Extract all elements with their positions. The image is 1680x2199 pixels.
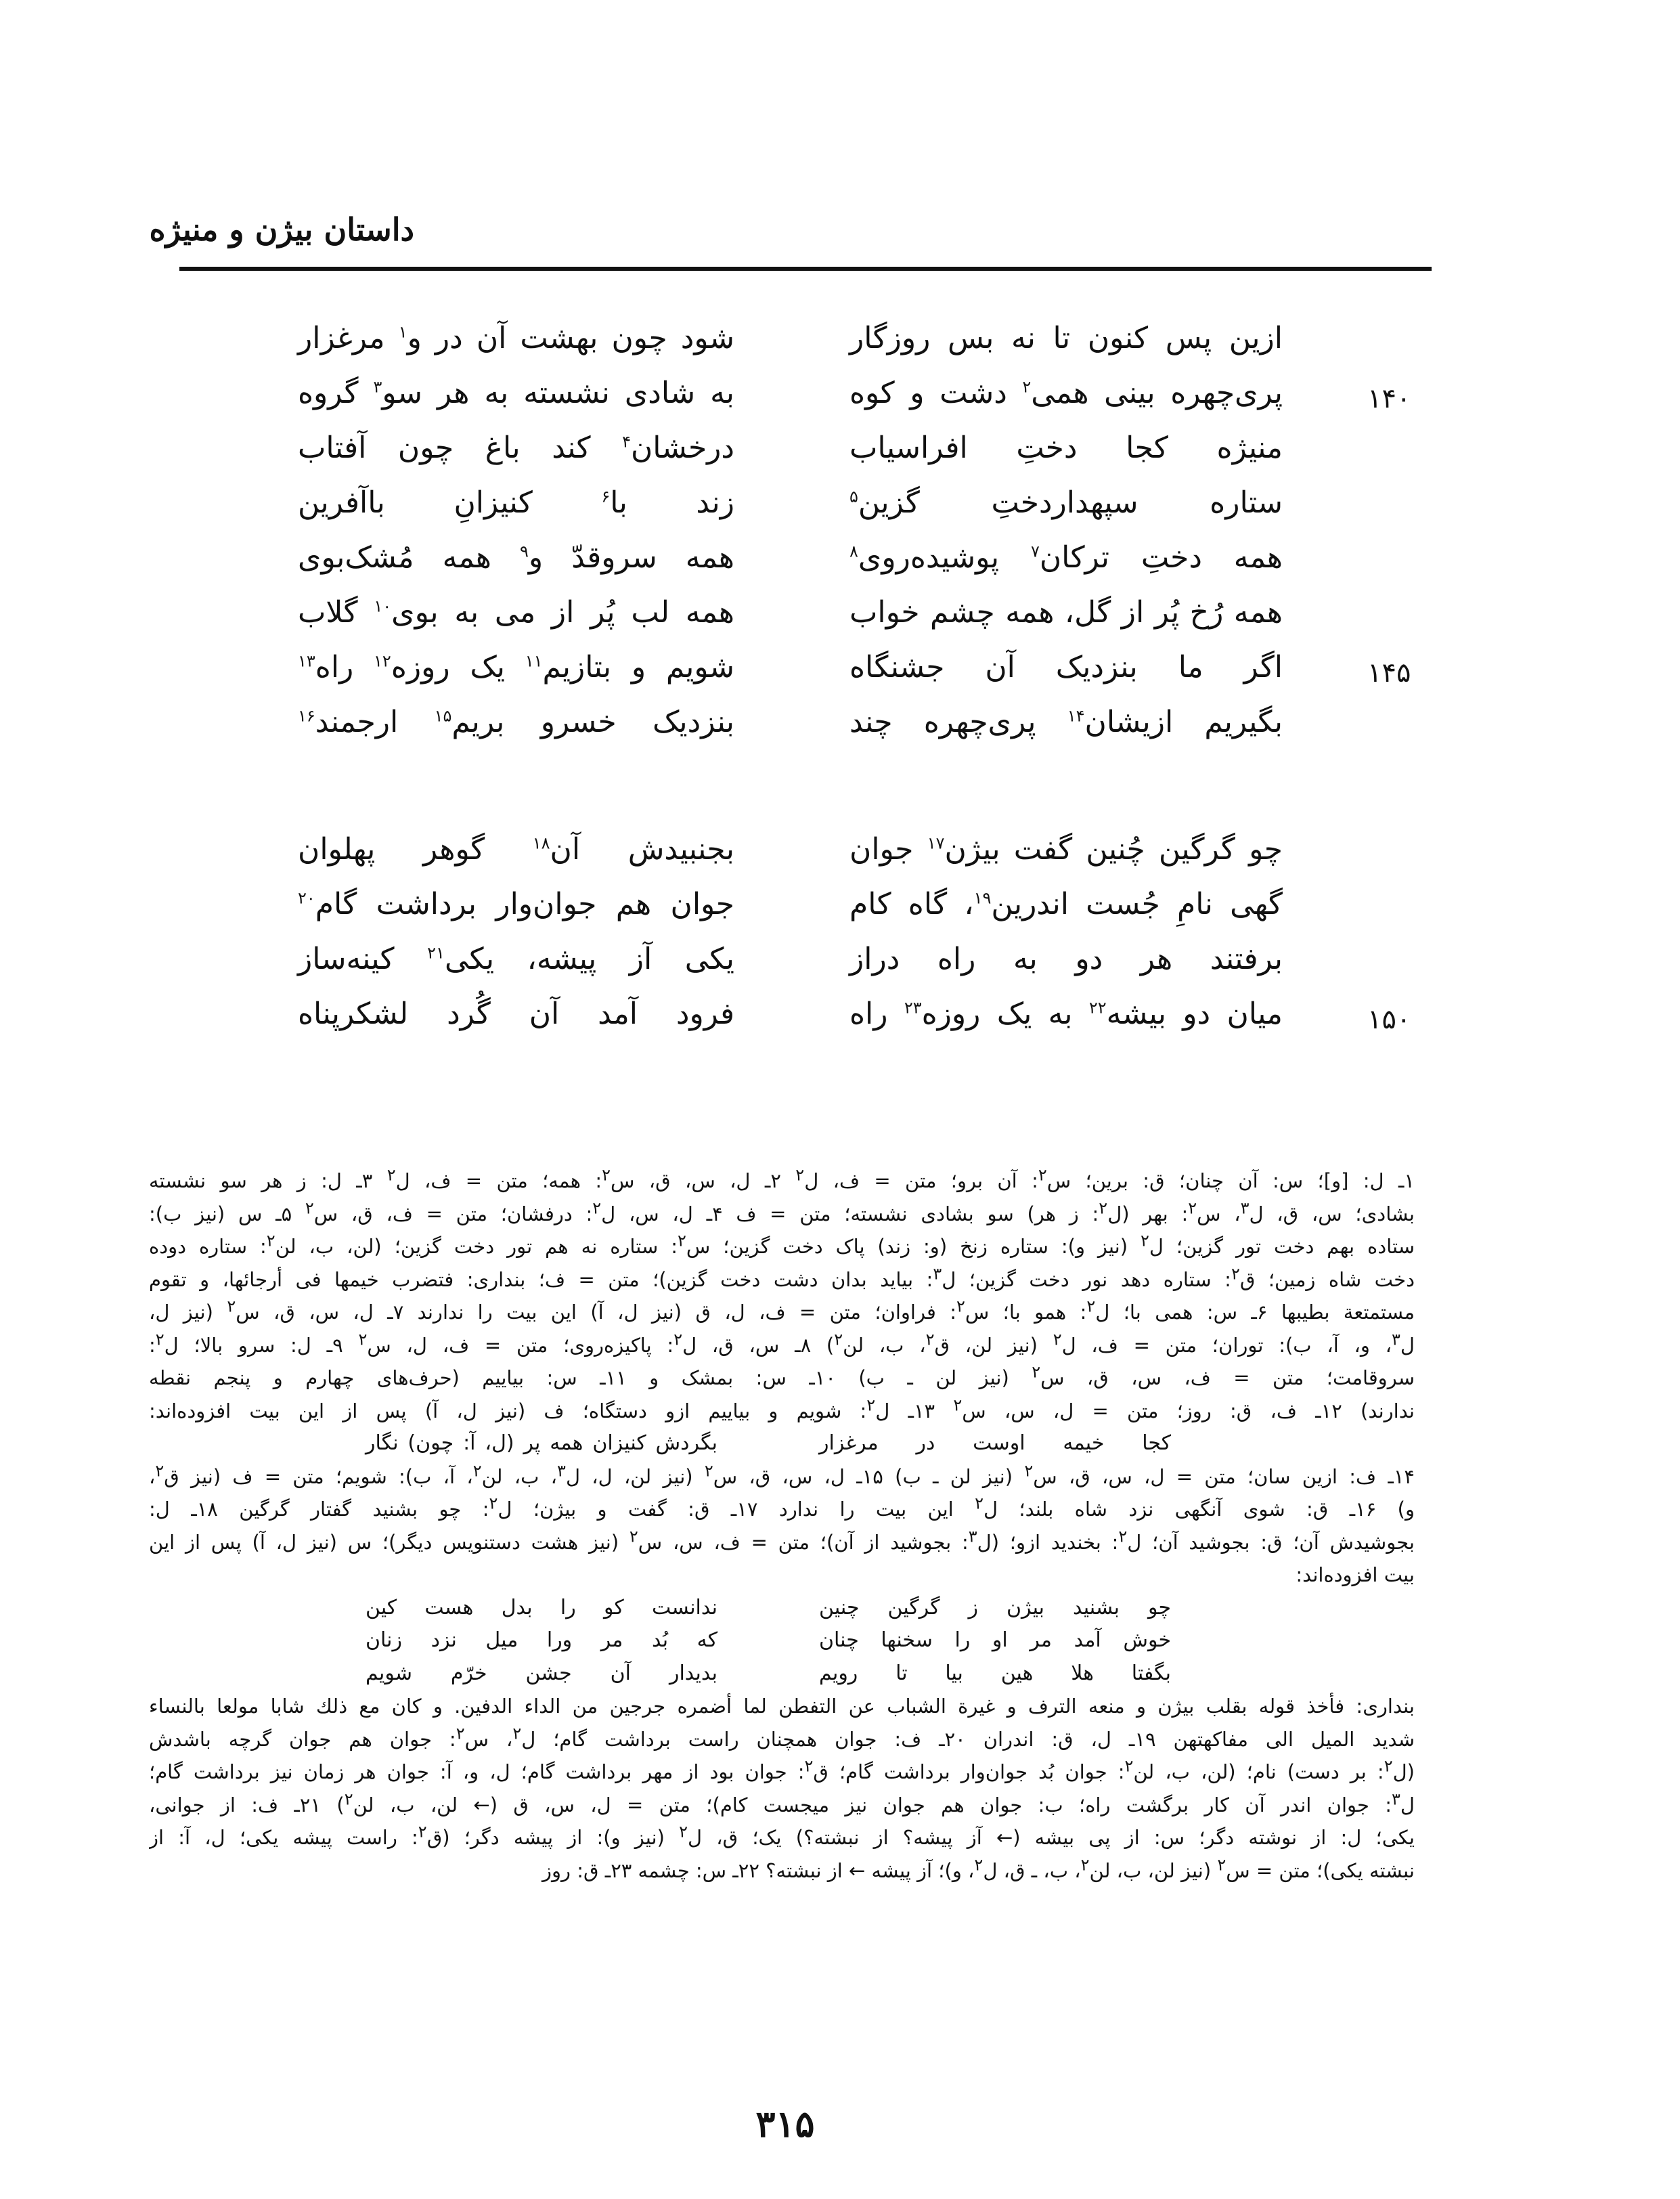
footnote-marker: ۲ (1038, 1165, 1047, 1185)
footnote-marker: ۲ (795, 1165, 805, 1185)
verse-number (1367, 485, 1415, 532)
footnote-marker: ۱۸ (532, 833, 550, 853)
footnote-line: (ل$^۲$: بر دست) نام؛ (لن، ب، لن$^۲$: جوان بُد جوان‌وار برداشت گام؛ ق$^۲$: جوان بود از مهر برداشت گام؛ ل، و، آ: جوان هر زمان نیز برداشت گام؛ (149, 1756, 1415, 1783)
verse-number (1367, 594, 1415, 642)
footnote-marker: ۲ (673, 1329, 683, 1349)
footnote-marker: ۲ (975, 1494, 983, 1513)
footnote-marker: ۲ (629, 1526, 638, 1546)
page-number: ۳۱۵ (755, 2102, 815, 2146)
footnote-verse-left: که بُد مر ورا میل نزد زنان (366, 1628, 717, 1652)
hemistich-left: بجنبیدش آن$^{۱۸}$ گوهر پهلوان (298, 832, 734, 867)
footnote-marker: ۹ (519, 542, 529, 561)
footnote-verse-left: ندانست کو را بدل هست کین (366, 1595, 717, 1619)
footnote-marker: ۲ (804, 1756, 814, 1776)
hemistich-left: زند با$^۶$ کنیزانِ باآفرین (298, 485, 734, 520)
footnote-marker: ۲ (1099, 1198, 1108, 1217)
hemistich-left: فرود آمد آن گُرد لشکرپناه (298, 997, 734, 1031)
footnote-marker: ۲ (512, 1723, 522, 1743)
footnote-verse-left: بگردش کنیزان همه پر (ل، آ: چون) نگار (366, 1431, 717, 1455)
footnote-marker: ۲ (1118, 1526, 1128, 1546)
hemistich-left: همه لب پُر از می به بوی$^{۱۰}$ گلاب (298, 595, 734, 630)
footnote-marker: ۲ (704, 1460, 713, 1480)
footnote-marker: ۸ (849, 542, 858, 561)
footnote-marker: ۳ (373, 377, 382, 397)
footnote-marker: ۳ (557, 1460, 566, 1480)
hemistich-left: شویم و بتازیم$^{۱۱}$ یک روزه$^{۱۲}$ راه$^{۱۳}$ (298, 650, 734, 684)
verse-number: ۱۵۰ (1367, 1004, 1411, 1035)
footnote-verse-right: بگفتا هلا هین بیا تا رویم (819, 1661, 1171, 1685)
verse-number (1367, 941, 1415, 988)
footnote-marker: ۲ (678, 1231, 686, 1250)
footnote-marker: ۲ (1053, 1329, 1062, 1349)
footnote-line: بیت افزوده‌اند: (1296, 1563, 1415, 1586)
footnote-marker: ۲ (974, 1854, 983, 1874)
footnote-marker: ۲ (472, 1460, 482, 1480)
footnote-marker: ۲ (602, 1165, 611, 1185)
footnote-marker: ۲ (679, 1822, 688, 1842)
hemistich-right: بگیریم ازیشان$^{۱۴}$ پری‌چهره چند (849, 705, 1283, 739)
footnote-marker: ۲ (592, 1198, 602, 1217)
footnote-marker: ۲۲ (1088, 998, 1107, 1018)
hemistich-left: همه سروقدّ و$^۹$ همه مُشک‌بوی (298, 540, 734, 575)
footnote-verse-left: بدیدار آن جشن خرّم شویم (366, 1661, 717, 1685)
footnote-marker: ۶ (601, 487, 611, 506)
footnote-marker: ۲ (1188, 1198, 1197, 1217)
footnote-marker: ۱۰ (374, 596, 392, 616)
footnote-marker: ۲ (358, 1329, 368, 1349)
hemistich-right: همه رُخ پُر از گل، همه چشم خواب (849, 595, 1283, 630)
footnote-line: یکی؛ ل: از نوشته دگر؛ س: از پی بیشه (← آز پیشه؟ از نبشته؟) یک؛ ق، ل$^۲$ (نیز و): از پیشه دگر؛ (ق$^۲$: راست پیشه یکی؛ ل، آ: از (149, 1822, 1415, 1849)
hemistich-left: جوان هم جوان‌وار برداشت گام$^{۲۰}$ (298, 887, 734, 921)
footnote-line: ستاده بهم دخت تور گزین؛ ل$^۲$ (نیز و): ستاره زنخ (و: زند) پاک دخت گزین؛ س$^۲$: ستاره نه هم تور دخت گزین؛ (لن، ب، لن$^۲$: ستاره دوده (149, 1231, 1415, 1258)
footnote-line: بجوشیدش آن؛ ق: بجوشید آن؛ ل$^۲$: بخندید ازو؛ (ل$^۳$: بجوشید از آن)؛ متن = ف، س، س$^۲$ (نیز هشت دستنویس دیگر)؛ س (نیز ل، آ) پس از این (149, 1526, 1415, 1554)
footnote-marker: ۲ (1141, 1231, 1149, 1250)
footnote-marker: ۲۰ (298, 888, 315, 908)
footnote-line: ل$^۳$: جوان اندر آن کار برگشت راه؛ ب: جوان هم جوان نیز میجست کام)؛ متن = ل، س، ق (← لن، ب، لن$^۲$) ۲۱ـ ف: از جوانی، (149, 1789, 1415, 1816)
hemistich-right: همه دختِ ترکان$^۷$ پوشیده‌روی$^۸$ (849, 540, 1283, 575)
hemistich-right: اگر ما بنزدیک آن جشنگاه (849, 650, 1283, 684)
hemistich-left: به شادی نشسته به هر سو$^۳$ گروه (298, 376, 734, 410)
footnote-marker: ۱۶ (298, 706, 315, 726)
footnote-marker: ۲ (1080, 1854, 1090, 1874)
footnote-marker: ۲ (925, 1329, 935, 1349)
verse-number (1367, 831, 1415, 879)
hemistich-right: گهی نامِ جُست اندرین$^{۱۹}$، گاه کام (849, 887, 1283, 921)
footnote-line: ل$^۳$، و، آ، ب): توران؛ متن = ف، ل$^۲$ (نیز لن، ق$^۲$، ب، لن$^۲$) ۸ـ س، ق، ل$^۲$: پاکیزه‌روی؛ متن = ف، ل، س$^۲$ ۹ـ ل: سرو بالا؛ ل$^۲$: (149, 1329, 1415, 1357)
hemistich-left: درخشان$^۴$ کند باغ چون آفتاب (298, 431, 734, 465)
hemistich-right: میان دو بیشه$^{۲۲}$ به یک روزه$^{۲۳}$ راه (849, 997, 1283, 1031)
hemistich-right: منیژه کجا دختِ افراسیاب (849, 431, 1283, 465)
footnote-marker: ۲ (155, 1329, 164, 1349)
footnote-marker: ۱۹ (973, 888, 992, 908)
header-rule (179, 267, 1432, 271)
verse-number (1367, 430, 1415, 477)
verse-number (1367, 886, 1415, 934)
footnote-marker: ۲ (456, 1723, 465, 1743)
footnote-marker: ۲ (1384, 1756, 1393, 1776)
hemistich-left: یکی آز پیشه، یکی$^{۲۱}$ کینه‌ساز (298, 942, 735, 976)
footnote-marker: ۲ (953, 1395, 963, 1414)
footnote-marker: ۷ (1030, 542, 1040, 561)
footnote-marker: ۲ (418, 1822, 427, 1842)
footnote-marker: ۲ (489, 1494, 498, 1513)
verse-number (1367, 320, 1415, 368)
hemistich-right: پری‌چهره بینی همی$^۲$ دشت و کوه (849, 376, 1283, 410)
footnote-verse-right: کجا خیمه اوست در مرغزار (819, 1431, 1171, 1455)
footnote-marker: ۱۳ (298, 651, 315, 671)
footnote-marker: ۱۱ (525, 651, 543, 671)
footnote-marker: ۲۳ (904, 998, 922, 1018)
footnote-marker: ۲ (834, 1329, 843, 1349)
footnote-line: بشادی؛ س، ق، ل$^۳$، س$^۲$: بهر (ل$^۲$: ز هر) سو بشادی نشسته؛ متن = ف ۴ـ ل، س، ل$^۲$: درفشان؛ متن = ف، ق، س$^۲$ ۵ـ س (نیز ب): (149, 1198, 1415, 1225)
footnote-marker: ۲ (266, 1231, 275, 1250)
footnote-line: ۱۴ـ ف: ازین سان؛ متن = ل، س، ق، س$^۲$ (نیز لن ـ ب) ۱۵ـ ل، س، ق، س$^۲$ (نیز لن، ل، ل$^۳$، ب، لن$^۲$، آ، ب): شویم؛ متن = ف (نیز ق$^۲$، (149, 1460, 1415, 1488)
footnote-marker: ۲ (1231, 1263, 1240, 1283)
footnote-marker: ۲ (227, 1297, 236, 1316)
footnote-marker: ۲ (1086, 1297, 1096, 1316)
hemistich-right: ستاره سپهداردختِ گزین$^۵$ (849, 485, 1283, 520)
footnote-line: دخت شاه زمین؛ ق$^۲$: ستاره دهد نور دخت گزین؛ ل$^۳$: بیاید بدان دشت دخت گزین)؛ متن = ف؛ بنداری: فتضرب خیمها فی أرجائها، و تقوم (149, 1263, 1415, 1291)
footnote-marker: ۳ (968, 1526, 977, 1546)
footnote-marker: ۲ (1217, 1854, 1226, 1874)
footnote-marker: ۳ (1240, 1198, 1250, 1217)
footnote-marker: ۲ (344, 1789, 353, 1808)
footnote-line: و) ۱۶ـ ق: شوی آنگهی نزد شاه بلند؛ ل$^۲$ این بیت را ندارد ۱۷ـ ق: گفت و بیژن؛ ل$^۲$: چو بشنید گفتار گرگین ۱۸ـ ل: (149, 1494, 1415, 1521)
hemistich-left: بنزدیک خسرو بریم$^{۱۵}$ ارجمند$^{۱۶}$ (298, 705, 734, 739)
footnote-marker: ۲ (1032, 1362, 1041, 1382)
footnote-marker: ۲ (1124, 1756, 1134, 1776)
hemistich-right: برفتند هر دو به راه دراز (849, 942, 1283, 976)
hemistich-right: چو گرگین چُنین گفت بیژن$^{۱۷}$ جوان (849, 832, 1283, 867)
footnote-marker: ۱۲ (374, 651, 391, 671)
footnote-marker: ۳ (1392, 1329, 1400, 1349)
footnote-marker: ۲ (155, 1460, 164, 1480)
footnote-verse-right: خوش آمد مر او را سخنها چنان (819, 1628, 1171, 1652)
footnote-marker: ۴ (622, 432, 631, 452)
footnote-line: مستمتعة بطيبها ۶ـ س: همی با؛ ل$^۲$: همو با؛ س$^۲$: فراوان؛ متن = ف، ل، ق (نیز ل، آ) این بیت را ندارند ۷ـ ل، س، ق، س$^۲$ (نیز ل، (149, 1297, 1415, 1324)
footnote-line: ندارند) ۱۲ـ ف، ق: روز؛ متن = ل، س، س$^۲$ ۱۳ـ ل$^۲$: شویم و بیاییم ازو دستگاه؛ ف (نیز ل، آ) پس از این بیت افزوده‌اند: (149, 1395, 1415, 1422)
footnote-marker: ۲ (1024, 1460, 1034, 1480)
verse-number (1367, 704, 1415, 752)
footnote-marker: ۱۴ (1067, 706, 1085, 726)
footnote-marker: ۱ (398, 322, 407, 342)
footnote-line: سروقامت؛ متن = ف، س، ق، س$^۲$ (نیز لن ـ ب) ۱۰ـ س: بمشک و ۱۱ـ س: بیاییم (حرف‌های چهارم و پنجم نقطه (149, 1362, 1415, 1389)
footnote-marker: ۲ (1022, 377, 1032, 397)
footnote-marker: ۲۱ (427, 943, 445, 963)
footnote-line: بنداری: فأخذ قوله بقلب بیژن و منعه الترف و غیرة الشباب عن التفطن لما أضمره جرجین من الداء الدفین. و كان مع ذلك شابا مولعا بالنساء (149, 1695, 1415, 1718)
footnote-marker: ۱۷ (927, 833, 945, 853)
footnote-marker: ۲ (386, 1165, 396, 1185)
footnote-line: نبشته یکی)؛ متن = س$^۲$ (نیز لن، ب، لن$^۲$، ب، ـ ق، ل$^۲$، و)؛ آز پیشه ← از نبشته؟ ۲۲ـ س: چشمه ۲۳ـ ق: روز (541, 1854, 1415, 1882)
footnote-line: شدید المیل الی مفاكهتهن ۱۹ـ ل، ق: اندران ۲۰ـ ف: جوان همچنان راست برداشت گام؛ ل$^۲$، س$^۲$: جوان هم جوان گرچه باشدش (149, 1723, 1415, 1751)
verse-number: ۱۴۵ (1367, 657, 1411, 689)
hemistich-left: شود چون بهشت آن در و$^۱$ مرغزار (298, 321, 734, 355)
verse-number (1367, 540, 1415, 587)
footnote-marker: ۵ (849, 487, 858, 506)
footnote-marker: ۲ (305, 1198, 314, 1217)
running-title: داستان بیژن و منیژه (149, 211, 414, 248)
footnote-marker: ۱۵ (434, 706, 452, 726)
footnote-line: ۱ـ ل: [و]؛ س: آن چنان؛ ق: برین؛ س$^۲$: آن برو؛ متن = ف، ل$^۲$ ۲ـ ل، س، ق، س$^۲$: همه؛ متن = ف، ل$^۲$ ۳ـ ل: ز هر سو نشسته (149, 1165, 1415, 1192)
footnote-verse-right: چو بشنید بیژن ز گرگین چنین (819, 1595, 1171, 1619)
footnote-marker: ۲ (956, 1297, 965, 1316)
verse-number: ۱۴۰ (1367, 383, 1411, 414)
footnote-marker: ۳ (933, 1263, 942, 1283)
footnote-marker: ۳ (1392, 1789, 1400, 1808)
footnote-marker: ۲ (866, 1395, 876, 1414)
hemistich-right: ازین پس کنون تا نه بس روزگار (849, 321, 1283, 355)
